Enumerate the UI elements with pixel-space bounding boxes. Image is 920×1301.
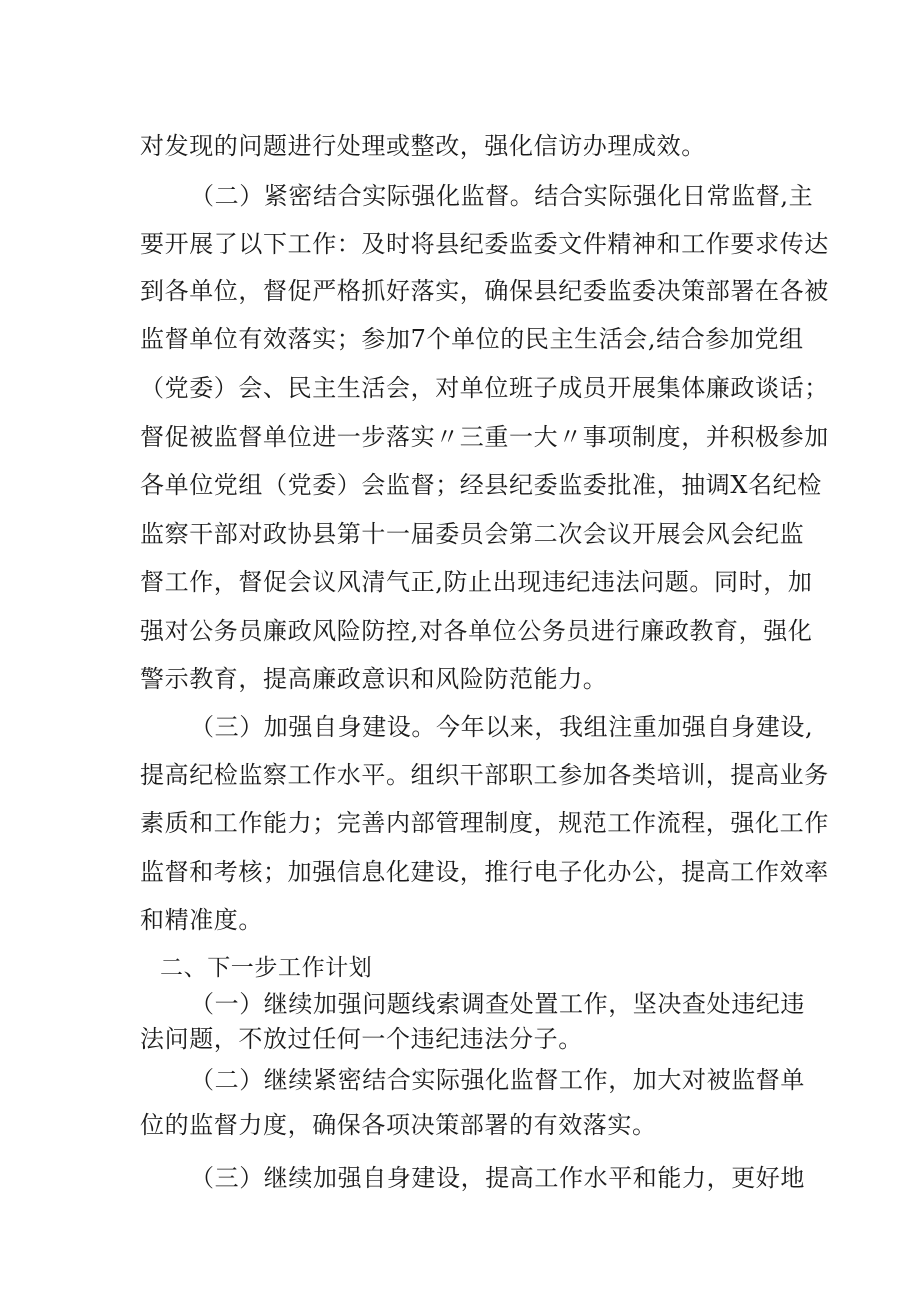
text-line: 强对公务员廉政风险防控,对各单位公务员进行廉政教育，强化 xyxy=(140,617,813,645)
text-line: 位的监督力度，确保各项决策部署的有效落实。 xyxy=(140,1111,657,1139)
text-line: 警示教育，提高廉政意识和风险防范能力。 xyxy=(140,665,608,693)
text-line: 各单位党组（党委）会监督；经县纪委监委批准，抽调X名纪检 xyxy=(140,471,822,499)
text-line: 对发现的问题进行处理或整改，强化信访办理成效。 xyxy=(140,132,706,160)
text-line: 和精准度。 xyxy=(140,906,263,934)
text-line: 监察干部对政协县第十一届委员会第二次会议开展会风会纪监 xyxy=(140,520,805,548)
text-line: （三）加强自身建设。今年以来，我组注重加强自身建设, xyxy=(190,713,814,741)
text-line: 督工作，督促会议风清气正,防止出现违纪违法问题。同时，加 xyxy=(140,568,813,596)
text-line: （二）继续紧密结合实际强化监督工作，加大对被监督单 xyxy=(190,1066,805,1094)
text-line: 要开展了以下工作：及时将县纪委监委文件精神和工作要求传达 xyxy=(140,230,829,258)
text-line: （党委）会、民主生活会，对单位班子成员开展集体廉政谈话； xyxy=(140,374,829,402)
text-line: 督促被监督单位进一步落实〃三重一大〃事项制度，并积极参加 xyxy=(140,423,829,451)
text-line: 监督单位有效落实；参加7个单位的民主生活会,结合参加党组 xyxy=(140,325,804,353)
text-line: （二）紧密结合实际强化监督。结合实际强化日常监督,主 xyxy=(190,182,814,210)
text-line: 提高纪检监察工作水平。组织干部职工参加各类培训，提高业务 xyxy=(140,761,829,789)
text-line: 监督和考核；加强信息化建设，推行电子化办公，提高工作效率 xyxy=(140,858,829,886)
text-line: 法问题，不放过任何一个违纪违法分子。 xyxy=(140,1025,583,1053)
text-line: （一）继续加强问题线索调查处置工作，坚决查处违纪违 xyxy=(190,990,805,1018)
section-heading: 二、下一步工作计划 xyxy=(160,955,373,981)
text-line: （三）继续加强自身建设，提高工作水平和能力，更好地 xyxy=(190,1164,805,1192)
text-line: 素质和工作能力；完善内部管理制度，规范工作流程，强化工作 xyxy=(140,809,829,837)
text-line: 到各单位，督促严格抓好落实，确保县纪委监委决策部署在各被 xyxy=(140,277,829,305)
